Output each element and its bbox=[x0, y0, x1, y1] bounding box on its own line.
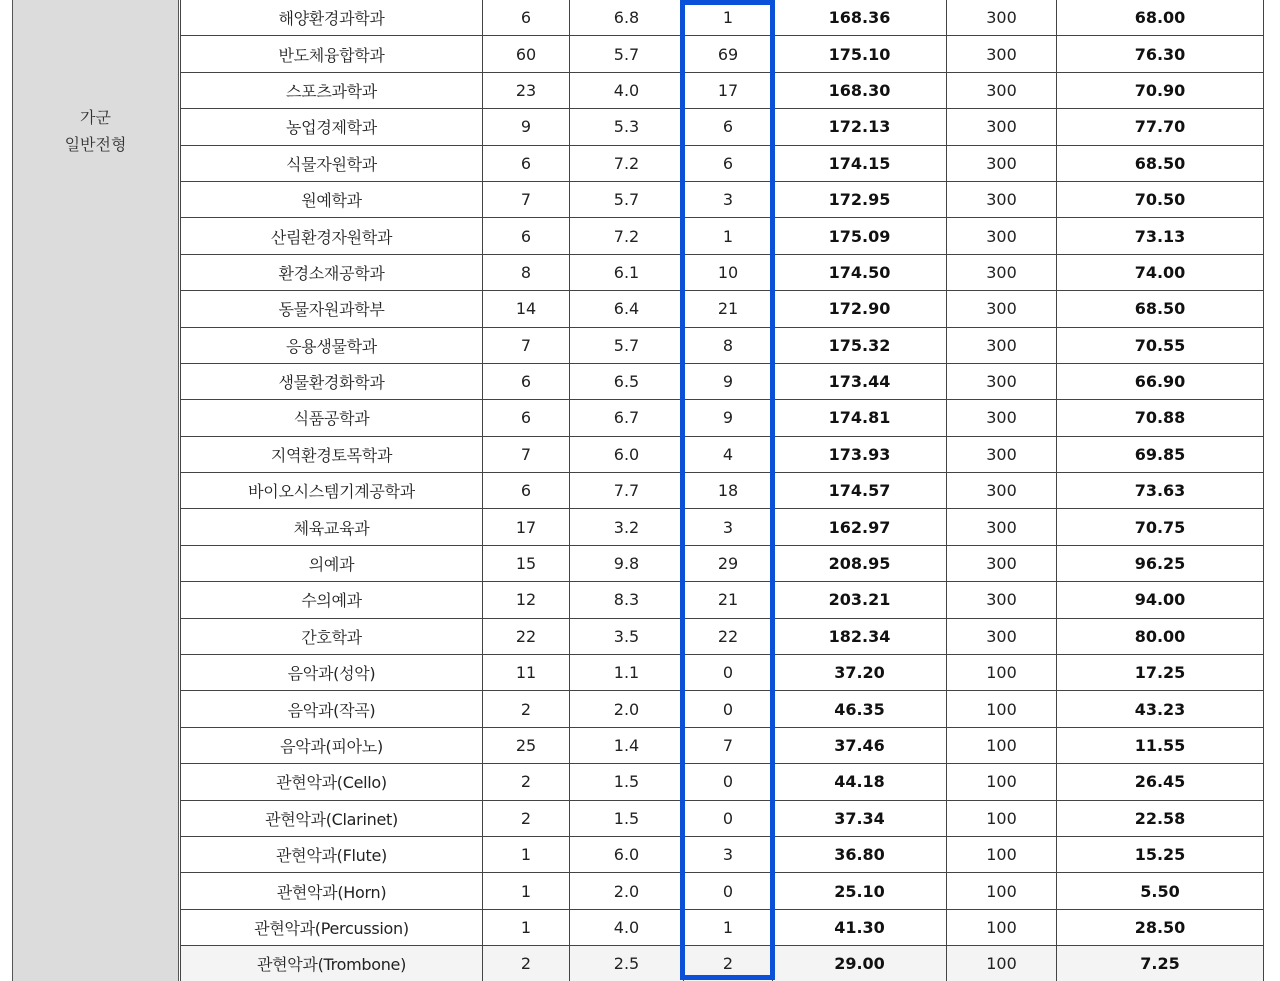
quota-cell: 6 bbox=[483, 363, 570, 399]
table-row bbox=[181, 363, 1264, 399]
cut-score-cell: 174.50 bbox=[773, 254, 947, 290]
waitlist-rank-cell: 1 bbox=[684, 0, 773, 36]
waitlist-rank-cell: 21 bbox=[684, 582, 773, 618]
waitlist-rank-cell: 9 bbox=[684, 363, 773, 399]
quota-cell: 12 bbox=[483, 582, 570, 618]
department-name-cell: 지역환경토목학과 bbox=[181, 436, 483, 472]
waitlist-rank-cell: 10 bbox=[684, 254, 773, 290]
converted-score-cell: 68.00 bbox=[1057, 0, 1264, 36]
table-row bbox=[181, 254, 1264, 290]
department-name-cell: 음악과(작곡) bbox=[181, 691, 483, 727]
table-row bbox=[181, 946, 1264, 981]
quota-cell: 2 bbox=[483, 764, 570, 800]
competition-ratio-cell: 6.0 bbox=[570, 836, 684, 872]
table-row bbox=[181, 764, 1264, 800]
quota-cell: 1 bbox=[483, 836, 570, 872]
admission-group-label bbox=[13, 104, 178, 158]
admission-group-name: 가군 bbox=[80, 108, 111, 127]
full-score-cell: 300 bbox=[947, 36, 1057, 72]
competition-ratio-cell: 3.2 bbox=[570, 509, 684, 545]
department-name-cell: 체육교육과 bbox=[181, 509, 483, 545]
waitlist-rank-cell: 0 bbox=[684, 800, 773, 836]
full-score-cell: 300 bbox=[947, 109, 1057, 145]
full-score-cell: 100 bbox=[947, 873, 1057, 909]
department-name-cell: 관현악과(Trombone) bbox=[181, 946, 483, 981]
competition-ratio-cell: 1.5 bbox=[570, 800, 684, 836]
competition-ratio-cell: 4.0 bbox=[570, 909, 684, 945]
cut-score-cell: 174.57 bbox=[773, 473, 947, 509]
waitlist-rank-cell: 3 bbox=[684, 181, 773, 217]
full-score-cell: 300 bbox=[947, 181, 1057, 217]
competition-ratio-cell: 6.8 bbox=[570, 0, 684, 36]
waitlist-rank-cell: 69 bbox=[684, 36, 773, 72]
competition-ratio-cell: 5.7 bbox=[570, 327, 684, 363]
full-score-cell: 100 bbox=[947, 836, 1057, 872]
competition-ratio-cell: 6.4 bbox=[570, 291, 684, 327]
cut-score-cell: 168.30 bbox=[773, 72, 947, 108]
waitlist-rank-cell: 6 bbox=[684, 145, 773, 181]
waitlist-rank-cell: 0 bbox=[684, 764, 773, 800]
department-name-cell: 수의예과 bbox=[181, 582, 483, 618]
waitlist-rank-cell: 3 bbox=[684, 509, 773, 545]
competition-ratio-cell: 8.3 bbox=[570, 582, 684, 618]
table-row bbox=[181, 691, 1264, 727]
converted-score-cell: 5.50 bbox=[1057, 873, 1264, 909]
cut-score-cell: 172.95 bbox=[773, 181, 947, 217]
department-name-cell: 산림환경자원학과 bbox=[181, 218, 483, 254]
converted-score-cell: 70.90 bbox=[1057, 72, 1264, 108]
competition-ratio-cell: 1.5 bbox=[570, 764, 684, 800]
converted-score-cell: 70.75 bbox=[1057, 509, 1264, 545]
department-name-cell: 스포츠과학과 bbox=[181, 72, 483, 108]
full-score-cell: 100 bbox=[947, 691, 1057, 727]
converted-score-cell: 76.30 bbox=[1057, 36, 1264, 72]
cut-score-cell: 46.35 bbox=[773, 691, 947, 727]
waitlist-rank-cell: 1 bbox=[684, 218, 773, 254]
cut-score-cell: 182.34 bbox=[773, 618, 947, 654]
cut-score-cell: 174.81 bbox=[773, 400, 947, 436]
competition-ratio-cell: 7.2 bbox=[570, 218, 684, 254]
cut-score-cell: 203.21 bbox=[773, 582, 947, 618]
cut-score-cell: 37.46 bbox=[773, 727, 947, 763]
waitlist-rank-cell: 0 bbox=[684, 873, 773, 909]
table-row bbox=[181, 836, 1264, 872]
converted-score-cell: 66.90 bbox=[1057, 363, 1264, 399]
full-score-cell: 100 bbox=[947, 655, 1057, 691]
converted-score-cell: 94.00 bbox=[1057, 582, 1264, 618]
waitlist-rank-cell: 21 bbox=[684, 291, 773, 327]
waitlist-rank-cell: 1 bbox=[684, 909, 773, 945]
table-row bbox=[181, 873, 1264, 909]
competition-ratio-cell: 6.7 bbox=[570, 400, 684, 436]
cut-score-cell: 37.20 bbox=[773, 655, 947, 691]
converted-score-cell: 68.50 bbox=[1057, 145, 1264, 181]
department-name-cell: 관현악과(Horn) bbox=[181, 873, 483, 909]
full-score-cell: 100 bbox=[947, 909, 1057, 945]
full-score-cell: 100 bbox=[947, 727, 1057, 763]
converted-score-cell: 15.25 bbox=[1057, 836, 1264, 872]
quota-cell: 9 bbox=[483, 109, 570, 145]
table-row bbox=[181, 145, 1264, 181]
table-row bbox=[181, 909, 1264, 945]
table-row bbox=[181, 218, 1264, 254]
full-score-cell: 300 bbox=[947, 218, 1057, 254]
full-score-cell: 300 bbox=[947, 509, 1057, 545]
table-row bbox=[181, 618, 1264, 654]
quota-cell: 22 bbox=[483, 618, 570, 654]
quota-cell: 6 bbox=[483, 218, 570, 254]
waitlist-rank-cell: 0 bbox=[684, 655, 773, 691]
department-name-cell: 관현악과(Percussion) bbox=[181, 909, 483, 945]
waitlist-rank-cell: 2 bbox=[684, 946, 773, 981]
full-score-cell: 100 bbox=[947, 764, 1057, 800]
table-row bbox=[181, 582, 1264, 618]
converted-score-cell: 22.58 bbox=[1057, 800, 1264, 836]
competition-ratio-cell: 5.7 bbox=[570, 36, 684, 72]
quota-cell: 6 bbox=[483, 473, 570, 509]
department-name-cell: 해양환경과학과 bbox=[181, 0, 483, 36]
cut-score-cell: 25.10 bbox=[773, 873, 947, 909]
cut-score-cell: 172.13 bbox=[773, 109, 947, 145]
department-name-cell: 농업경제학과 bbox=[181, 109, 483, 145]
cut-score-cell: 173.44 bbox=[773, 363, 947, 399]
table-row bbox=[181, 509, 1264, 545]
table-row bbox=[181, 655, 1264, 691]
competition-ratio-cell: 5.3 bbox=[570, 109, 684, 145]
converted-score-cell: 17.25 bbox=[1057, 655, 1264, 691]
converted-score-cell: 70.55 bbox=[1057, 327, 1264, 363]
waitlist-rank-cell: 4 bbox=[684, 436, 773, 472]
waitlist-rank-cell: 8 bbox=[684, 327, 773, 363]
cut-score-cell: 174.15 bbox=[773, 145, 947, 181]
quota-cell: 2 bbox=[483, 691, 570, 727]
full-score-cell: 300 bbox=[947, 327, 1057, 363]
quota-cell: 2 bbox=[483, 946, 570, 981]
cut-score-cell: 172.90 bbox=[773, 291, 947, 327]
competition-ratio-cell: 2.0 bbox=[570, 873, 684, 909]
competition-ratio-cell: 2.0 bbox=[570, 691, 684, 727]
waitlist-rank-cell: 29 bbox=[684, 545, 773, 581]
table-row bbox=[181, 72, 1264, 108]
converted-score-cell: 43.23 bbox=[1057, 691, 1264, 727]
cut-score-cell: 36.80 bbox=[773, 836, 947, 872]
cut-score-cell: 44.18 bbox=[773, 764, 947, 800]
converted-score-cell: 73.63 bbox=[1057, 473, 1264, 509]
table-row bbox=[181, 545, 1264, 581]
converted-score-cell: 68.50 bbox=[1057, 291, 1264, 327]
cut-score-cell: 37.34 bbox=[773, 800, 947, 836]
converted-score-cell: 74.00 bbox=[1057, 254, 1264, 290]
competition-ratio-cell: 2.5 bbox=[570, 946, 684, 981]
competition-ratio-cell: 3.5 bbox=[570, 618, 684, 654]
admission-group-cell bbox=[12, 0, 179, 981]
converted-score-cell: 73.13 bbox=[1057, 218, 1264, 254]
table-row bbox=[181, 800, 1264, 836]
full-score-cell: 300 bbox=[947, 0, 1057, 36]
full-score-cell: 300 bbox=[947, 363, 1057, 399]
table-row bbox=[181, 181, 1264, 217]
competition-ratio-cell: 4.0 bbox=[570, 72, 684, 108]
department-name-cell: 관현악과(Cello) bbox=[181, 764, 483, 800]
department-name-cell: 식품공학과 bbox=[181, 400, 483, 436]
table-row bbox=[181, 291, 1264, 327]
table-row bbox=[181, 400, 1264, 436]
quota-cell: 14 bbox=[483, 291, 570, 327]
waitlist-rank-cell: 3 bbox=[684, 836, 773, 872]
cut-score-cell: 29.00 bbox=[773, 946, 947, 981]
waitlist-rank-cell: 22 bbox=[684, 618, 773, 654]
department-name-cell: 생물환경화학과 bbox=[181, 363, 483, 399]
quota-cell: 11 bbox=[483, 655, 570, 691]
table-row bbox=[181, 36, 1264, 72]
department-name-cell: 음악과(피아노) bbox=[181, 727, 483, 763]
full-score-cell: 300 bbox=[947, 254, 1057, 290]
waitlist-rank-cell: 17 bbox=[684, 72, 773, 108]
quota-cell: 6 bbox=[483, 0, 570, 36]
converted-score-cell: 96.25 bbox=[1057, 545, 1264, 581]
department-name-cell: 반도체융합학과 bbox=[181, 36, 483, 72]
competition-ratio-cell: 1.1 bbox=[570, 655, 684, 691]
competition-ratio-cell: 9.8 bbox=[570, 545, 684, 581]
department-name-cell: 식물자원학과 bbox=[181, 145, 483, 181]
department-name-cell: 바이오시스템기계공학과 bbox=[181, 473, 483, 509]
department-name-cell: 응용생물학과 bbox=[181, 327, 483, 363]
quota-cell: 17 bbox=[483, 509, 570, 545]
quota-cell: 7 bbox=[483, 181, 570, 217]
competition-ratio-cell: 7.7 bbox=[570, 473, 684, 509]
department-name-cell: 간호학과 bbox=[181, 618, 483, 654]
full-score-cell: 300 bbox=[947, 545, 1057, 581]
full-score-cell: 300 bbox=[947, 473, 1057, 509]
competition-ratio-cell: 6.0 bbox=[570, 436, 684, 472]
cut-score-cell: 208.95 bbox=[773, 545, 947, 581]
converted-score-cell: 11.55 bbox=[1057, 727, 1264, 763]
quota-cell: 1 bbox=[483, 873, 570, 909]
cut-score-cell: 41.30 bbox=[773, 909, 947, 945]
converted-score-cell: 70.88 bbox=[1057, 400, 1264, 436]
quota-cell: 60 bbox=[483, 36, 570, 72]
table-row bbox=[181, 473, 1264, 509]
converted-score-cell: 7.25 bbox=[1057, 946, 1264, 981]
converted-score-cell: 28.50 bbox=[1057, 909, 1264, 945]
department-name-cell: 의예과 bbox=[181, 545, 483, 581]
full-score-cell: 100 bbox=[947, 800, 1057, 836]
cut-score-cell: 168.36 bbox=[773, 0, 947, 36]
full-score-cell: 300 bbox=[947, 436, 1057, 472]
cut-score-cell: 173.93 bbox=[773, 436, 947, 472]
department-name-cell: 동물자원과학부 bbox=[181, 291, 483, 327]
full-score-cell: 300 bbox=[947, 400, 1057, 436]
competition-ratio-cell: 5.7 bbox=[570, 181, 684, 217]
full-score-cell: 100 bbox=[947, 946, 1057, 981]
table-row bbox=[181, 0, 1264, 36]
full-score-cell: 300 bbox=[947, 582, 1057, 618]
quota-cell: 7 bbox=[483, 436, 570, 472]
competition-ratio-cell: 1.4 bbox=[570, 727, 684, 763]
quota-cell: 1 bbox=[483, 909, 570, 945]
cut-score-cell: 175.09 bbox=[773, 218, 947, 254]
cut-score-cell: 162.97 bbox=[773, 509, 947, 545]
full-score-cell: 300 bbox=[947, 145, 1057, 181]
cut-score-cell: 175.32 bbox=[773, 327, 947, 363]
waitlist-rank-cell: 7 bbox=[684, 727, 773, 763]
quota-cell: 6 bbox=[483, 400, 570, 436]
quota-cell: 2 bbox=[483, 800, 570, 836]
table-row bbox=[181, 436, 1264, 472]
quota-cell: 15 bbox=[483, 545, 570, 581]
competition-ratio-cell: 6.1 bbox=[570, 254, 684, 290]
converted-score-cell: 77.70 bbox=[1057, 109, 1264, 145]
quota-cell: 25 bbox=[483, 727, 570, 763]
waitlist-rank-cell: 0 bbox=[684, 691, 773, 727]
quota-cell: 6 bbox=[483, 145, 570, 181]
quota-cell: 8 bbox=[483, 254, 570, 290]
admission-type-name: 일반전형 bbox=[64, 135, 127, 154]
waitlist-rank-cell: 6 bbox=[684, 109, 773, 145]
admissions-results-table bbox=[180, 0, 1264, 981]
department-name-cell: 원예학과 bbox=[181, 181, 483, 217]
department-name-cell: 관현악과(Clarinet) bbox=[181, 800, 483, 836]
department-name-cell: 음악과(성악) bbox=[181, 655, 483, 691]
quota-cell: 7 bbox=[483, 327, 570, 363]
converted-score-cell: 69.85 bbox=[1057, 436, 1264, 472]
full-score-cell: 300 bbox=[947, 72, 1057, 108]
quota-cell: 23 bbox=[483, 72, 570, 108]
converted-score-cell: 70.50 bbox=[1057, 181, 1264, 217]
table-row bbox=[181, 727, 1264, 763]
cut-score-cell: 175.10 bbox=[773, 36, 947, 72]
table-row bbox=[181, 327, 1264, 363]
converted-score-cell: 80.00 bbox=[1057, 618, 1264, 654]
department-name-cell: 관현악과(Flute) bbox=[181, 836, 483, 872]
full-score-cell: 300 bbox=[947, 618, 1057, 654]
department-name-cell: 환경소재공학과 bbox=[181, 254, 483, 290]
full-score-cell: 300 bbox=[947, 291, 1057, 327]
waitlist-rank-cell: 9 bbox=[684, 400, 773, 436]
competition-ratio-cell: 7.2 bbox=[570, 145, 684, 181]
table-row bbox=[181, 109, 1264, 145]
table-body bbox=[181, 0, 1264, 981]
competition-ratio-cell: 6.5 bbox=[570, 363, 684, 399]
converted-score-cell: 26.45 bbox=[1057, 764, 1264, 800]
waitlist-rank-cell: 18 bbox=[684, 473, 773, 509]
